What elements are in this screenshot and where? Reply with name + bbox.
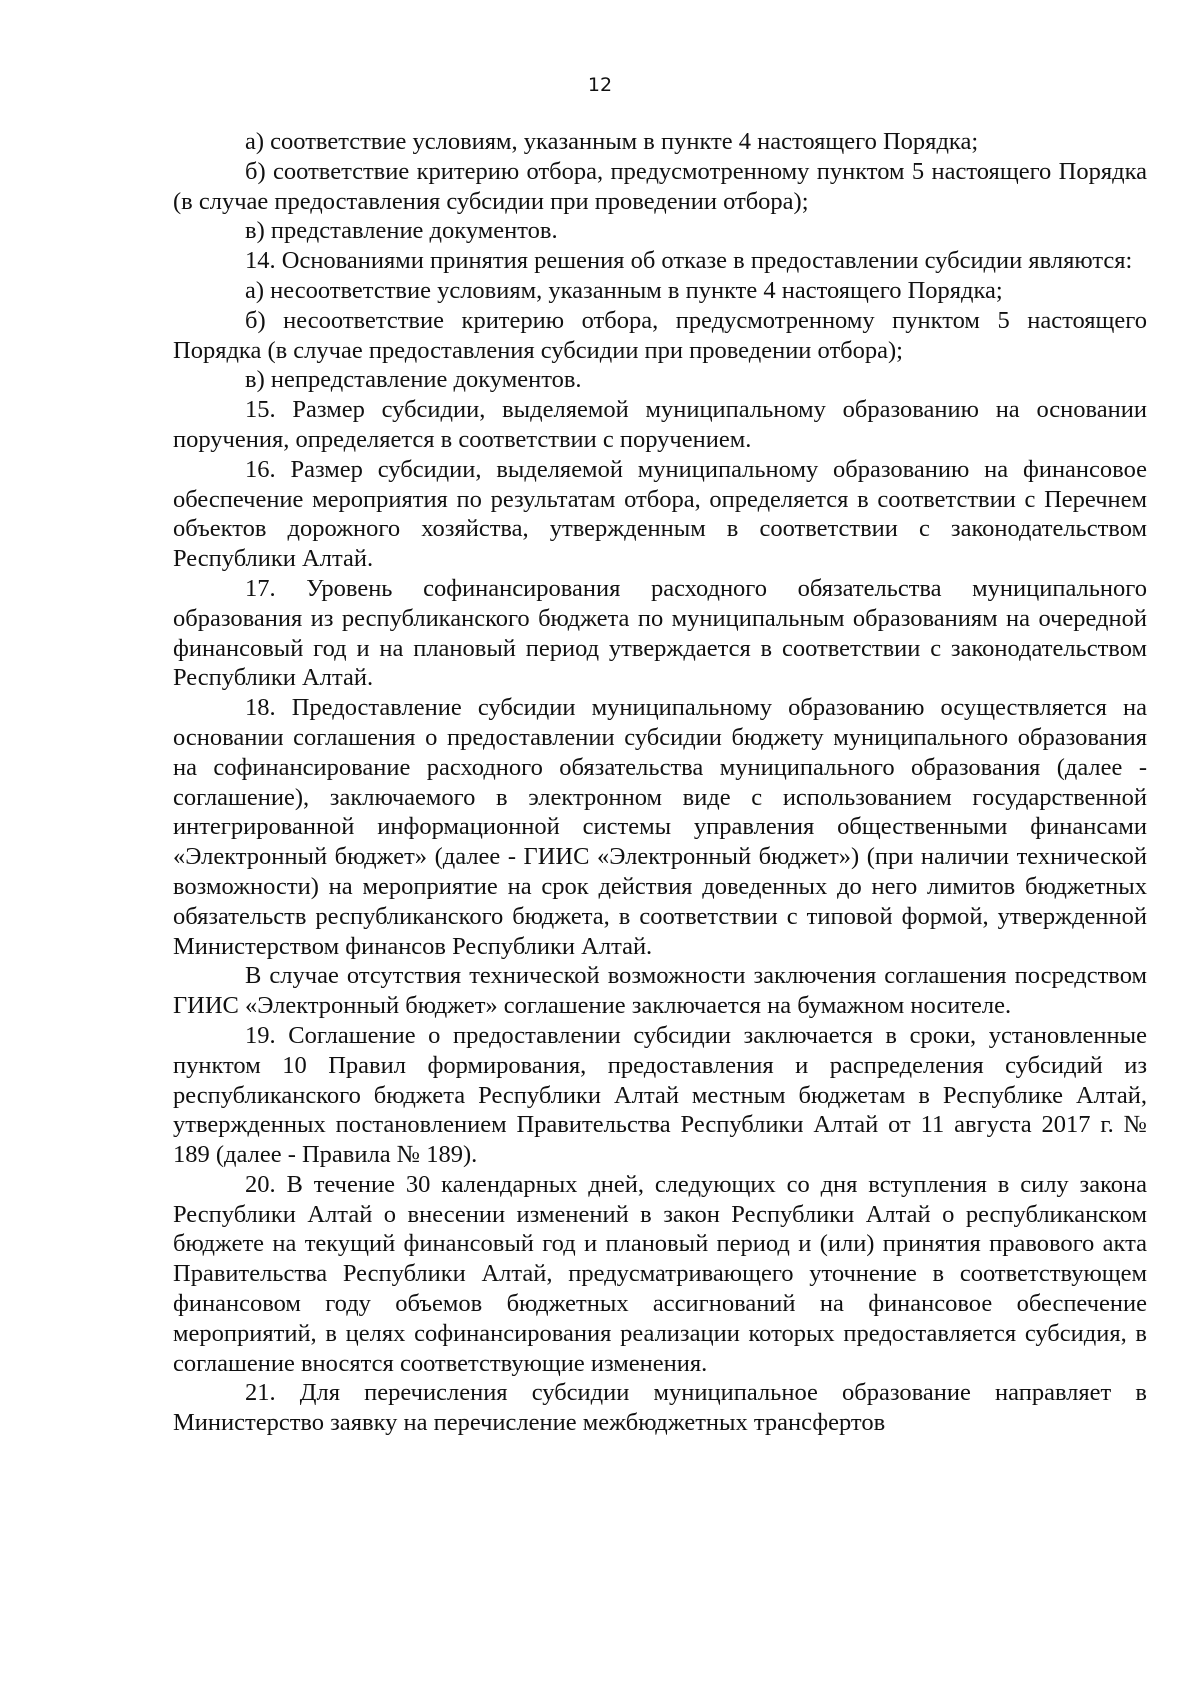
- paragraph-13b: б) соответствие критерию отбора, предусмотренному пунктом 5 настоящего Порядка (в случае предоставления субсидии при проведении отбора);: [173, 157, 1147, 215]
- paragraph-17: 17. Уровень софинансирования расходного обязательства муниципального образования из республиканского бюджета по муниципальным образованиям на очередной финансовый год и на плановый период утверждается в соответствии с законодательством Республики Алтай.: [173, 574, 1147, 692]
- paragraph-13a: а) соответствие условиям, указанным в пункте 4 настоящего Порядка;: [245, 128, 979, 155]
- paragraph-21: 21. Для перечисления субсидии муниципальное образование направляет в Министерство заявку на перечисление межбюджетных трансфертов: [173, 1379, 1147, 1437]
- paragraph-18: 18. Предоставление субсидии муниципальному образованию осуществляется на основании соглашения о предоставлении субсидии бюджету муниципального образования на софинансирование расходного обязательства муниципального образования (далее - соглашение), заключаемого в электронном виде с использованием государственной интегрированной информационной системы управления общественными финансами «Электронный бюджет» (далее - ГИИС «Электронный бюджет») (при наличии технической возможности) на мероприятие на срок действия доведенных до него лимитов бюджетных обязательств республиканского бюджета, в соответствии с типовой формой, утвержденной Министерством финансов Республики Алтай.: [173, 694, 1147, 960]
- paragraph-19: 19. Соглашение о предоставлении субсидии заключается в сроки, установленные пунктом 10 Правил формирования, предоставления и распределения субсидий из республиканского бюджета Республики Алтай местным бюджетам в Республике Алтай, утвержденных постановлением Правительства Республики Алтай от 11 августа 2017 г. № 189 (далее - Правила № 189).: [173, 1021, 1147, 1169]
- paragraph-14: 14. Основаниями принятия решения об отказе в предоставлении субсидии являются:: [245, 247, 1133, 275]
- paragraph-16: 16. Размер субсидии, выделяемой муниципальному образованию на финансовое обеспечение мероприятия по результатам отбора, определяется в соответствии с Перечнем объектов дорожного хозяйства, утвержденным в соответствии с законодательством Республики Алтай.: [173, 455, 1147, 573]
- paragraph-14b: б) несоответствие критерию отбора, предусмотренному пунктом 5 настоящего Порядка (в случае предоставления субсидии при проведении отбора);: [173, 306, 1147, 364]
- paragraph-13c: в) представление документов.: [245, 217, 558, 245]
- paragraph-15: 15. Размер субсидии, выделяемой муниципальному образованию на основании поручения, определяется в соответствии с поручением.: [173, 396, 1147, 453]
- paragraph-14a: а) несоответствие условиям, указанным в пункте 4 настоящего Порядка;: [245, 276, 1003, 304]
- page-number: 12: [587, 74, 613, 96]
- paragraph-20: 20. В течение 30 календарных дней, следующих со дня вступления в силу закона Республики Алтай о внесении изменений в закон Республики Алтай о республиканском бюджете на текущий финансовый год и плановый период и (или) принятия правового акта Правительства Республики Алтай, предусматривающего уточнение в соответствующем финансовом году объемов бюджетных ассигнований на финансовое обеспечение мероприятий, в целях софинансирования реализации которых предоставляется субсидия, в соглашение вносятся соответствующие изменения.: [173, 1170, 1147, 1377]
- paragraph-14c: в) непредставление документов.: [245, 366, 582, 394]
- document-body: [173, 127, 1147, 1438]
- paragraph-18-note: В случае отсутствия технической возможности заключения соглашения посредством ГИИС «Электронный бюджет» соглашение заключается на бумажном носителе.: [173, 962, 1147, 1020]
